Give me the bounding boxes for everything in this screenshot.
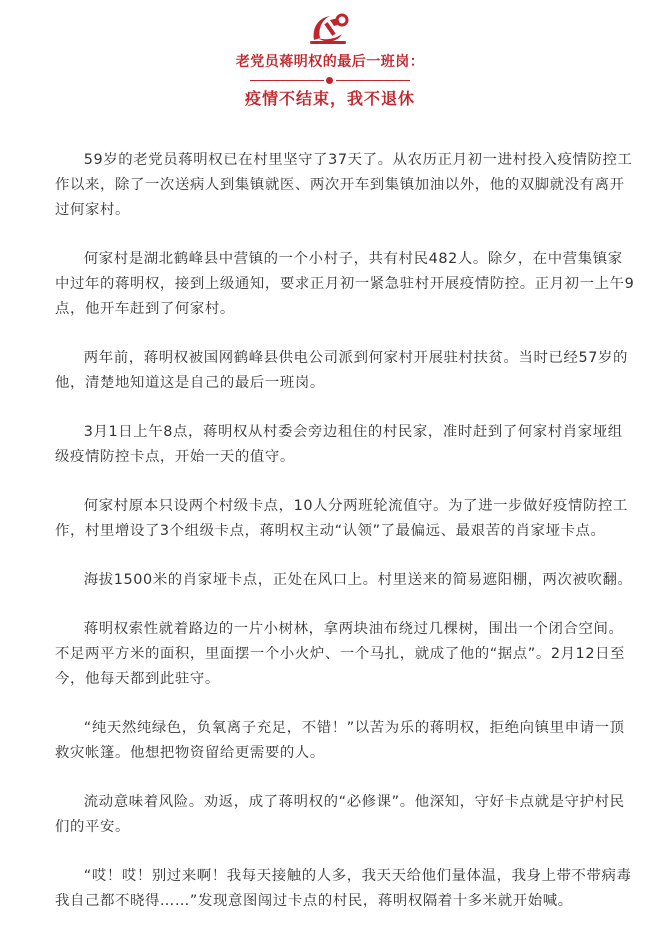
article-header <box>0 0 660 120</box>
divider-right <box>336 80 410 81</box>
header-subtitle: 疫情不结束，我不退休 <box>244 89 415 108</box>
paragraph: “纯天然纯绿色，负氧离子充足，不错！”以苦为乐的蒋明权，拒绝向镇里申请一顶救灾帐篷。他想把物资留给更需要的人。 <box>55 720 625 761</box>
paragraph: “哎！哎！别过来啊！我每天接触的人多，我天天给他们量体温，我身上带不带病毒我自己都不晓得……”发现意图闯过卡点的村民，蒋明权隔着十多米就开始喊。 <box>55 868 632 909</box>
paragraph: 何家村原本只设两个村级卡点，10人分两班轮流值守。为了进一步做好疫情防控工作，村里增设了3个组级卡点，蒋明权主动“认领”了最偏远、最艰苦的肖家垭卡点。 <box>55 498 628 539</box>
divider-left <box>250 80 324 81</box>
article-body <box>55 148 635 938</box>
paragraph: 59岁的老党员蒋明权已在村里坚守了37天了。从农历正月初一进村投入疫情防控工作以来，除了一次送病人到集镇就医、两次开车到集镇加油以外，他的双脚就没有离开过何家村。 <box>55 152 633 218</box>
divider-dot <box>326 77 333 84</box>
paragraph: 两年前，蒋明权被国网鹤峰县供电公司派到何家村开展驻村扶贫。当时已经57岁的他，清楚地知道这是自己的最后一班岗。 <box>55 350 628 391</box>
paragraph: 海拔1500米的肖家垭卡点，正处在风口上。村里送来的简易遮阳棚，两次被吹翻。 <box>83 572 633 588</box>
paragraph: 3月1日上午8点，蒋明权从村委会旁边租住的村民家，准时赶到了何家村肖家垭组级疫情防控卡点，开始一天的值守。 <box>55 424 623 465</box>
paragraph: 流动意味着风险。劝返，成了蒋明权的“必修课”。他深知，守好卡点就是守护村民们的平安。 <box>55 794 625 835</box>
party-emblem-icon <box>308 10 352 46</box>
paragraph: 何家村是湖北鹤峰县中营镇的一个小村子，共有村民482人。除夕，在中营集镇家中过年的蒋明权，接到上级通知，要求正月初一紧急驻村开展疫情防控。正月初一上午9点，他开车赶到了何家村。 <box>55 251 635 317</box>
header-title: 老党员蒋明权的最后一班岗： <box>235 54 425 70</box>
paragraph: 蒋明权索性就着路边的一片小树林，拿两块油布绕过几棵树，围出一个闭合空间。不足两平方米的面积，里面摆一个小火炉、一个马扎，就成了他的“据点”。2月12日至今，他每天都到此驻守。 <box>55 621 626 687</box>
